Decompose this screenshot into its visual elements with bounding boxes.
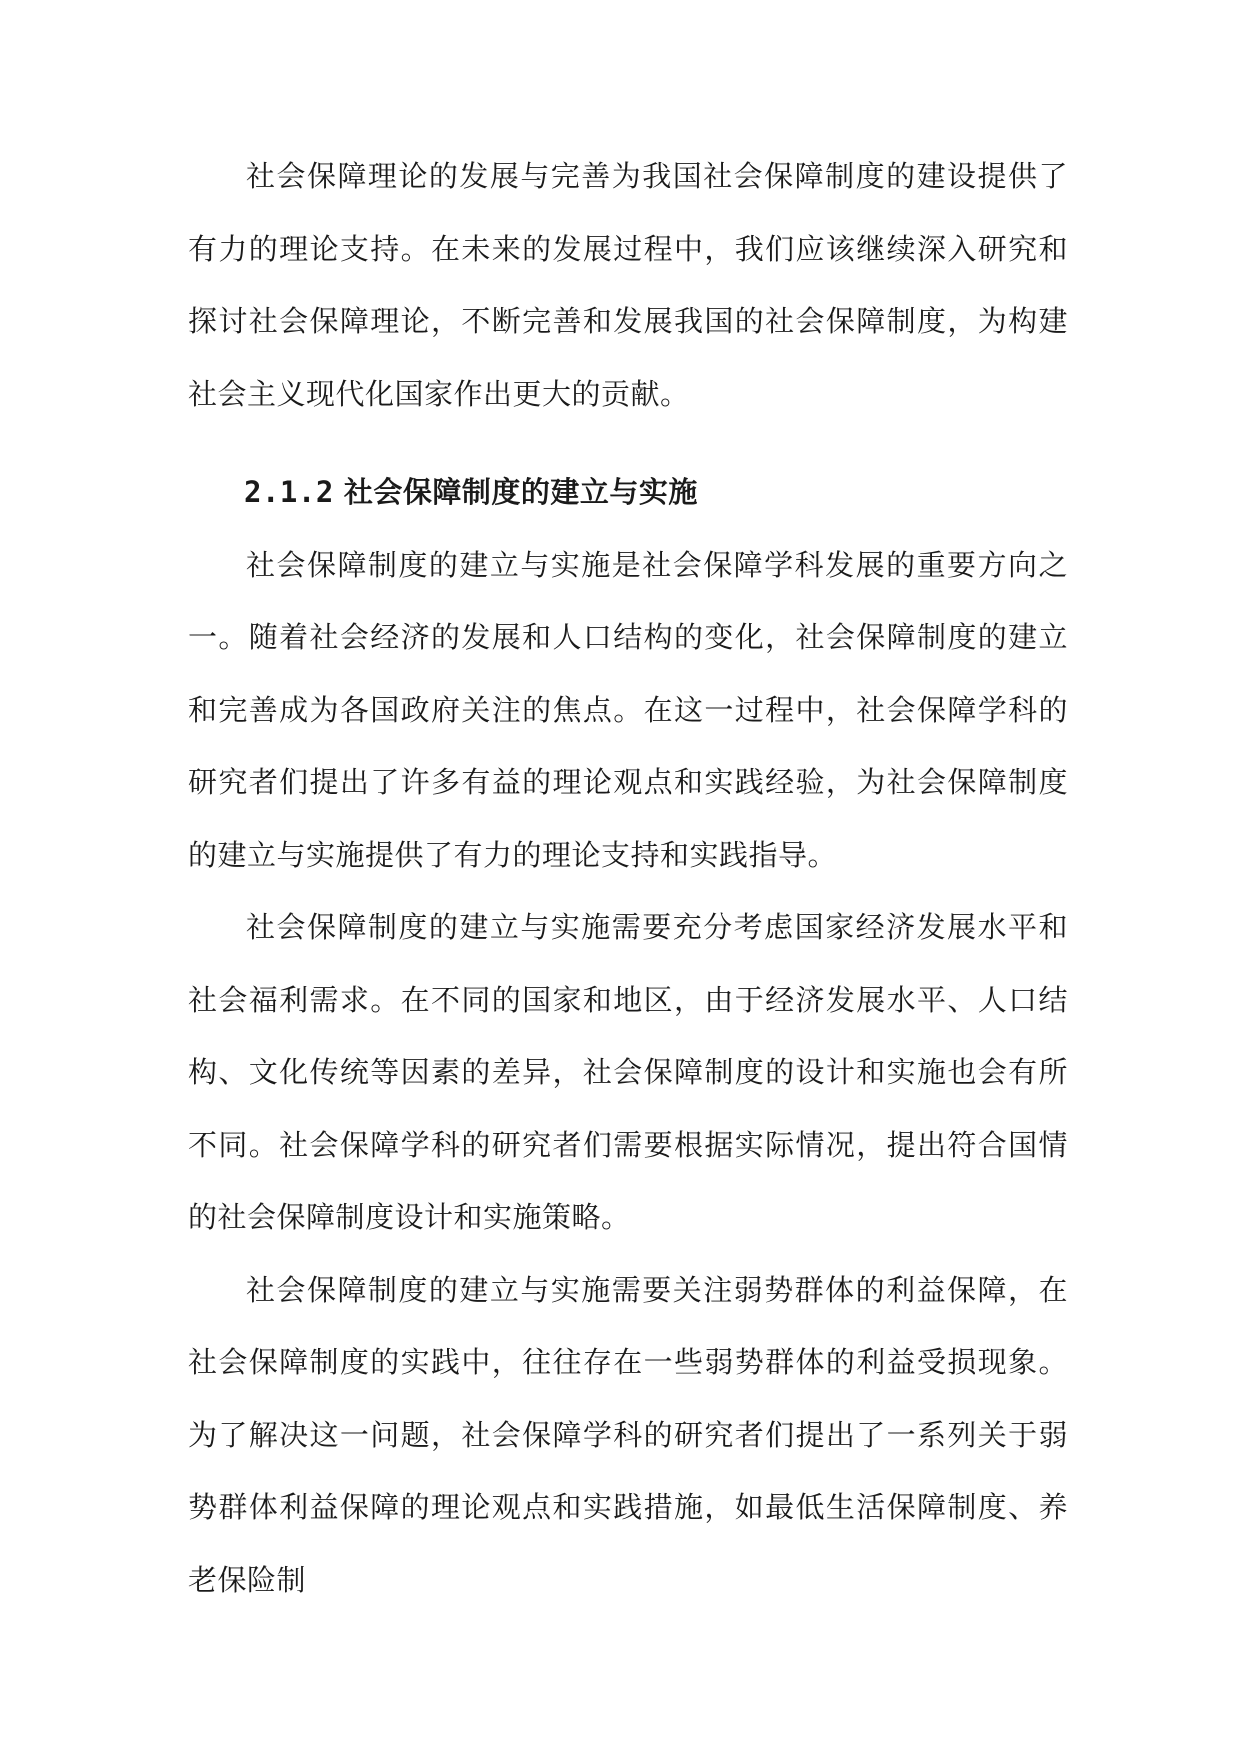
paragraph: 社会保障制度的建立与实施需要关注弱势群体的利益保障，在社会保障制度的实践中，往往存在一些弱势群体的利益受损现象。为了解决这一问题，社会保障学科的研究者们提出了一系列关于弱势群体利益保障的理论观点和实践措施，如最低生活保障制度、养老保险制 xyxy=(188,1272,1068,1597)
section-number: 2.1.2 xyxy=(244,475,334,509)
section-title: 社会保障制度的建立与实施 xyxy=(343,475,698,509)
document-body xyxy=(188,140,1068,1616)
paragraph: 社会保障制度的建立与实施需要充分考虑国家经济发展水平和社会福利需求。在不同的国家和地区，由于经济发展水平、人口结构、文化传统等因素的差异，社会保障制度的设计和实施也会有所不同。社会保障学科的研究者们需要根据实际情况，提出符合国情的社会保障制度设计和实施策略。 xyxy=(188,910,1068,1234)
paragraph: 社会保障制度的建立与实施是社会保障学科发展的重要方向之一。随着社会经济的发展和人口结构的变化，社会保障制度的建立和完善成为各国政府关注的焦点。在这一过程中，社会保障学科的研究者们提出了许多有益的理论观点和实践经验，为社会保障制度的建立与实施提供了有力的理论支持和实践指导。 xyxy=(188,547,1068,872)
paragraph: 社会保障理论的发展与完善为我国社会保障制度的建设提供了有力的理论支持。在未来的发展过程中，我们应该继续深入研究和探讨社会保障理论，不断完善和发展我国的社会保障制度，为构建社会主义现代化国家作出更大的贡献。 xyxy=(188,159,1068,411)
section-heading xyxy=(188,456,1068,529)
